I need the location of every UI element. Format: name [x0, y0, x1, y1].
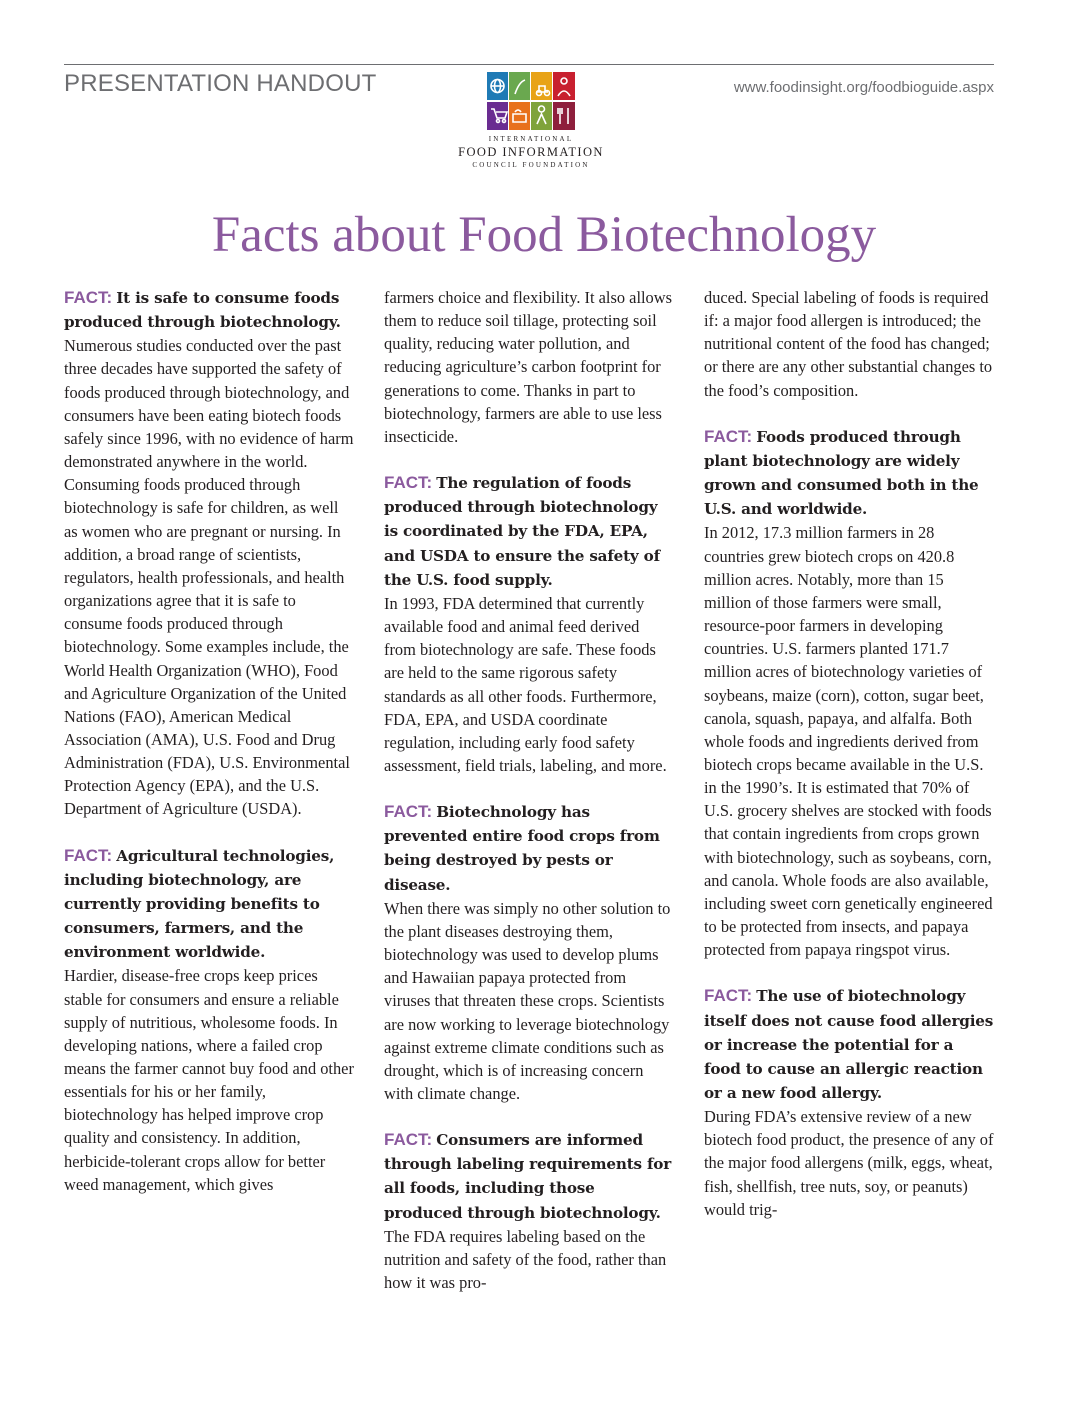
fact-1 — [64, 286, 354, 821]
fact-label: FACT: — [384, 1130, 433, 1150]
ific-logo — [487, 72, 575, 130]
org-line-3: COUNCIL FOUNDATION — [472, 160, 590, 169]
logo-tile-utensils — [553, 102, 575, 130]
fact-label: FACT: — [384, 802, 433, 822]
fact-2-body: Hardier, disease-free crops keep prices stable for consumers and ensure a reliable supply of nutritious, wholesome foods. In developing nations, where a failed crop means the farmer cannot buy food and other essentials for his or her family, biotechnology has helped improve crop quality and consistency. In addition, herbicide-tolerant crops allow for better weed management, which gives — [64, 966, 354, 1194]
page-title: Facts about Food Biotechnology — [211, 207, 877, 263]
fact-label: FACT: — [704, 986, 753, 1006]
fact-label: FACT: — [384, 473, 433, 493]
fact-6-heading: Foods produced through plant biotechnology are widely grown and consumed both in the U.S. and worldwide. — [704, 427, 979, 519]
logo-tile-scientist — [553, 72, 575, 100]
fact-5 — [384, 1128, 674, 1294]
fact-4-heading: Biotechnology has prevented entire food crops from being destroyed by pests or disease. — [384, 803, 660, 894]
fact-2-heading: Agricultural technologies, including biotechnology, are currently providing benefits to consumers, farmers, and the environment worldwide. — [64, 846, 335, 962]
fact-label: FACT: — [704, 426, 753, 446]
fact-7 — [704, 984, 994, 1221]
fact-1-body: Numerous studies conducted over the past three decades have supported the safety of foods produced through biotechnology, and consumers have been eating biotech foods safely since 1996, with no evidence of harm demonstrated anywhere in the world. Consuming foods produced through biotechnology is safe for children, as well as women who are pregnant or nursing. In addition, a broad range of scientists, regulators, health professionals, and health organizations agree that it is safe to consume foods produced through biotechnology. Some examples include, the World Health Organization (WHO), Food and Agriculture Organization of the United Nations (FAO), American Medical Association (AMA), U.S. Food and Drug Administration (FDA), U.S. Environmental Protection Agency (EPA), and the U.S. Department of Agriculture (USDA). — [64, 336, 354, 819]
org-line-1: INTERNATIONAL — [488, 135, 574, 143]
fact-label: FACT: — [64, 845, 113, 865]
fact-5-body: The FDA requires labeling based on the nutrition and safety of the food, rather than how it was pro- — [384, 1226, 667, 1293]
header-rule — [64, 64, 994, 65]
org-line-2: FOOD INFORMATION — [458, 145, 604, 159]
fact-3-body: In 1993, FDA determined that currently available food and animal feed derived from biotechnology are safe. These foods are held to the same rigorous safety standards as all other foods. Furthermore, FDA, EPA, and USDA coordinate regulation, including early food safety assessment, field trials, labeling, and more. — [384, 593, 667, 775]
fact-1-heading: It is safe to consume foods produced through biotechnology. — [64, 289, 341, 332]
fact-6 — [704, 425, 994, 962]
column-2 — [384, 286, 674, 1294]
fact-5-heading: Consumers are informed through labeling requirements for all foods, including those produced through biotechnology. — [384, 1131, 672, 1222]
fact-5-continued: duced. Special labeling of foods is required if: a major food allergen is introduced; the nutritional content of the food has changed; or there are any other substantial changes to the food’s composition. — [704, 288, 993, 400]
fact-2-continued: farmers choice and flexibility. It also allows them to reduce soil tillage, protecting soil quality, reducing water pollution, and reducing agriculture’s carbon footprint for generations to come. Thanks in part to biotechnology, farmers are able to use less insecticide. — [384, 288, 672, 446]
logo-tile-plant — [509, 72, 530, 100]
header-url[interactable]: www.foodinsight.org/foodbioguide.aspx — [733, 79, 994, 96]
fact-4-body: When there was simply no other solution to the plant diseases destroying them, biotechnology was used to develop plums and Hawaiian papaya protected from viruses that threaten these crops. Scientists are now working to leverage biotechnology against extreme climate conditions such as drought, which is of increasing concern with climate change. — [384, 898, 671, 1103]
fact-label: FACT: — [64, 288, 113, 307]
logo-tile-pot — [509, 102, 530, 130]
fact-6-body: In 2012, 17.3 million farmers in 28 countries grew biotech crops on 420.8 million acres. Notably, more than 15 million of those farmers were small, resource-poor farmers in developing countries. U.S. farmers planted 171.7 million acres of biotechnology varieties of soybeans, maize (corn), cotton, sugar beet, canola, squash, papaya, and alfalfa. Both whole foods and ingredients derived from biotech crops became available in the U.S. in the 1990’s. It is estimated that 70% of U.S. grocery shelves are stocked with foods that contain ingredients from crops grown with biotechnology, such as soybeans, corn, and canola. Whole foods are also available, including sweet corn genetically engineered to be protected from insects, and papaya protected from papaya ringspot virus. — [704, 523, 993, 960]
fact-7-body: During FDA’s extensive review of a new biotech food product, the presence of any of the major food allergens (milk, eggs, wheat, fish, shellfish, tree nuts, soy, or peanuts) would trig- — [704, 1107, 994, 1219]
fact-4 — [384, 800, 674, 1105]
column-1 — [64, 286, 354, 1196]
handout-label: PRESENTATION HANDOUT — [64, 70, 377, 97]
fact-7-heading: The use of biotechnology itself does not cause food allergies or increase the potential for a food to cause an allergic reaction or a new food allergy. — [704, 987, 994, 1102]
fact-3 — [384, 471, 674, 777]
org-name — [440, 136, 622, 169]
fact-3-heading: The regulation of foods produced through biotechnology is coordinated by the FDA, EPA, and USDA to ensure the safety of the U.S. food supply. — [384, 474, 660, 589]
column-3 — [704, 286, 994, 1221]
fact-2 — [64, 844, 354, 1196]
